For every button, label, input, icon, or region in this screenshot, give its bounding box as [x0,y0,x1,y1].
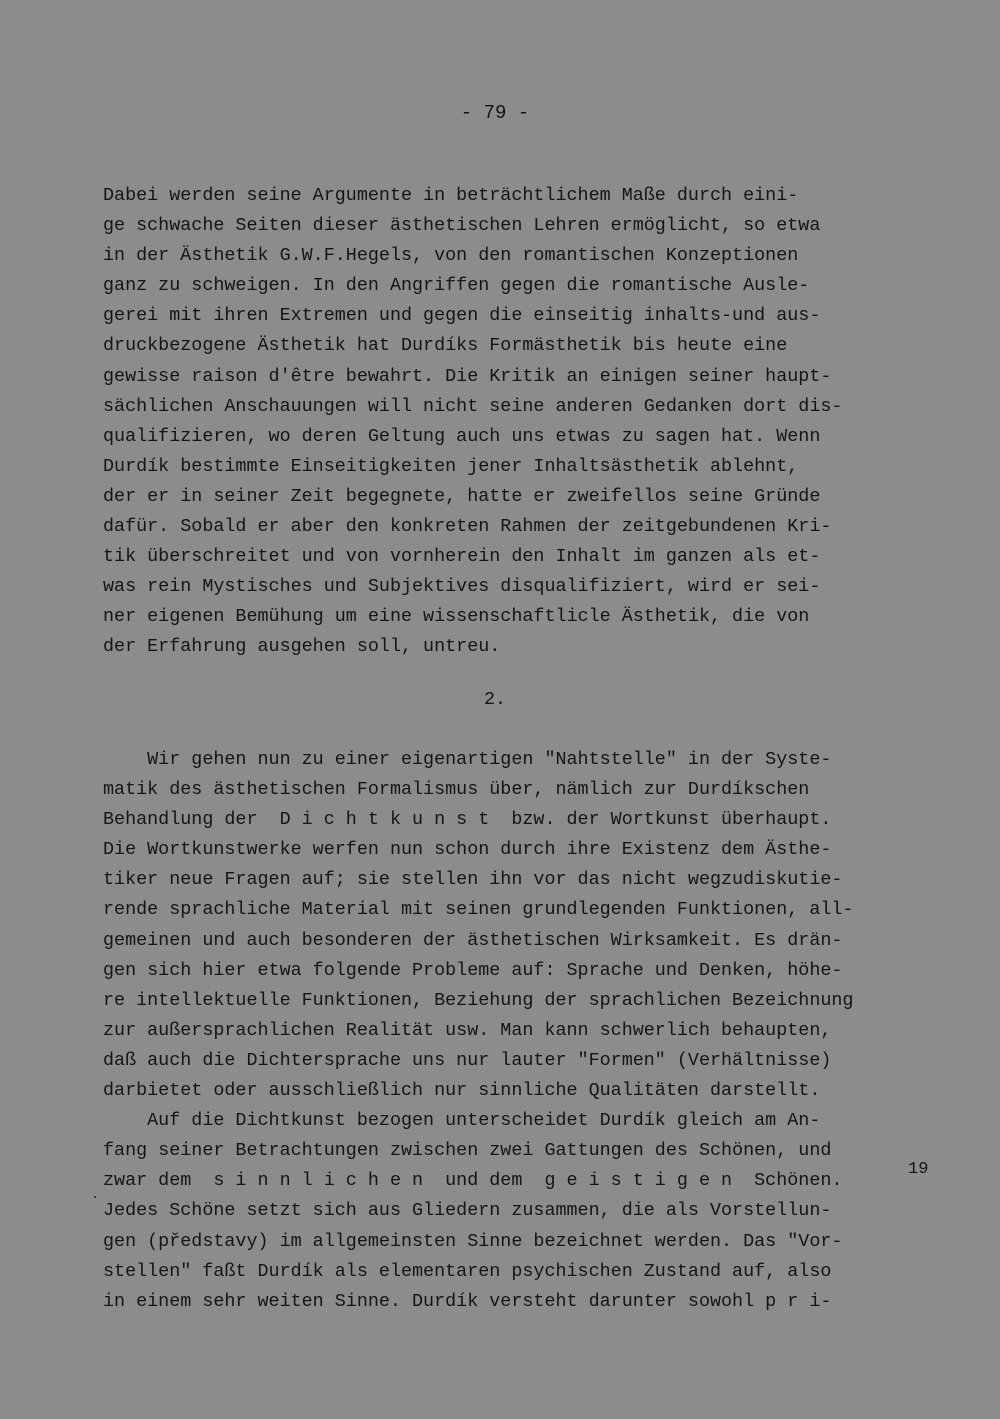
text-line: rende sprachliche Material mit seinen grundlegenden Funktionen, all- [103,899,854,921]
text-line: sächlichen Anschauungen will nicht seine anderen Gedanken dort dis- [103,395,843,417]
text-line: tik überschreitet und von vornherein den Inhalt im ganzen als et- [103,546,821,568]
page-number: - 79 - [460,102,530,124]
text-line: re intellektuelle Funktionen, Beziehung der sprachlichen Bezeichnung [103,989,854,1011]
text-line: ner eigenen Bemühung um eine wissenschaftlicle Ästhetik, die von [103,606,810,628]
paragraph-1 [103,181,933,663]
text-line: gen sich hier etwa folgende Probleme auf: Sprache und Denken, höhe- [103,959,843,981]
text-line: in der Ästhetik G.W.F.Hegels, von den romantischen Konzeptionen [103,245,799,267]
text-line: der er in seiner Zeit begegnete, hatte er zweifellos seine Gründe [103,485,821,507]
text-line: tiker neue Fragen auf; sie stellen ihn vor das nicht wegzudiskutie- [103,869,843,891]
text-line: Durdík bestimmte Einseitigkeiten jener Inhaltsästhetik ablehnt, [103,455,799,477]
section-number: 2. [483,689,507,710]
text-line: Jedes Schöne setzt sich aus Gliedern zusammen, die als Vorstellun- [103,1200,832,1222]
text-line: was rein Mystisches und Subjektives disqualifiziert, wird er sei- [103,576,821,598]
footnote-marker: 19 [908,1160,929,1179]
text-line: darbietet oder ausschließlich nur sinnliche Qualitäten darstellt. [103,1080,821,1102]
text-line: in einem sehr weiten Sinne. Durdík versteht darunter sowohl p r i- [103,1290,832,1312]
text-line: gerei mit ihren Extremen und gegen die einseitig inhalts-und aus- [103,305,821,327]
text-line: zur außersprachlichen Realität usw. Man kann schwerlich behaupten, [103,1019,832,1041]
text-line: gen (představy) im allgemeinsten Sinne bezeichnet werden. Das "Vor- [103,1230,843,1252]
text-line: daß auch die Dichtersprache uns nur lauter "Formen" (Verhältnisse) [103,1049,832,1071]
text-line: druckbezogene Ästhetik hat Durdíks Formästhetik bis heute eine [103,335,788,357]
text-line: matik des ästhetischen Formalismus über, nämlich zur Durdíkschen [103,779,810,801]
text-line: ganz zu schweigen. In den Angriffen gegen die romantische Ausle- [103,275,810,297]
text-line: Behandlung der D i c h t k u n s t bzw. der Wortkunst überhaupt. [103,809,832,831]
text-line: Die Wortkunstwerke werfen nun schon durch ihre Existenz dem Ästhe- [103,839,832,861]
text-line: qualifizieren, wo deren Geltung auch uns etwas zu sagen hat. Wenn [103,425,821,447]
text-line: Wir gehen nun zu einer eigenartigen "Nahtstelle" in der Syste- [103,749,832,770]
text-line: Dabei werden seine Argumente in beträchtlichem Maße durch eini- [103,185,799,206]
text-line: der Erfahrung ausgehen soll, untreu. [103,636,501,658]
text-line: Auf die Dichtkunst bezogen unterscheidet Durdík gleich am An- [103,1110,821,1132]
text-line: dafür. Sobald er aber den konkreten Rahmen der zeitgebundenen Kri- [103,516,832,538]
text-line: ge schwache Seiten dieser ästhetischen Lehren ermöglicht, so etwa [103,215,821,237]
paragraph-2 [103,745,933,1317]
text-line: zwar dem s i n n l i c h e n und dem g e i s t i g e n Schönen. [103,1170,843,1192]
text-line: gemeinen und auch besonderen der ästhetischen Wirksamkeit. Es drän- [103,929,843,951]
text-line: stellen" faßt Durdík als elementaren psychischen Zustand auf, also [103,1260,832,1282]
text-line: fang seiner Betrachtungen zwischen zwei Gattungen des Schönen, und [103,1140,832,1162]
margin-dot [94,1196,96,1198]
text-line: gewisse raison d'être bewahrt. Die Kritik an einigen seiner haupt- [103,365,832,387]
